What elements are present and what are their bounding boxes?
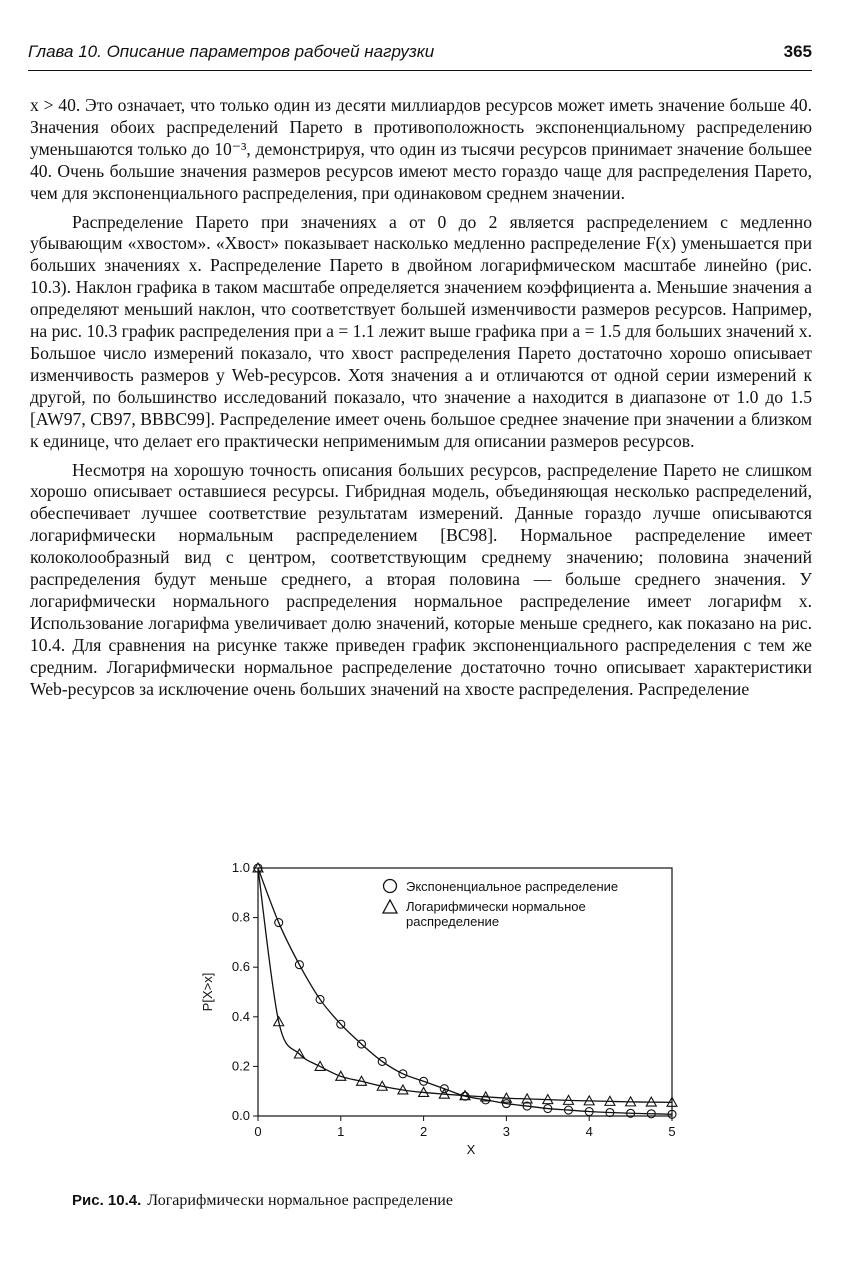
page-header <box>28 40 812 71</box>
y-tick-label: 0.6 <box>231 959 250 975</box>
y-tick-label: 0.0 <box>231 1108 250 1123</box>
paragraph: x > 40. Это означает, что только один из десяти миллиардов ресурсов может иметь значение больше 40. Значения обоих распределений Парето в противоположность экспоненциальному распределению уменьшаются только до 10⁻³, демонстрируя, что один из тысячи ресурсов принимает значение большее 40. Очень большие значения размеров ресурсов имеют место гораздо чаще для распределения Парето, чем для экспоненциального распределения, при одинаковом среднем значении. <box>30 95 812 203</box>
y-tick-label: 0.2 <box>231 1058 250 1074</box>
page-number: 365 <box>783 42 812 61</box>
legend-triangle-icon <box>383 900 397 913</box>
caption-label: Рис. 10.4. <box>72 1192 142 1209</box>
chapter-title: Глава 10. Описание параметров рабочей нагрузки <box>28 42 435 61</box>
distribution-chart <box>190 852 690 1162</box>
y-axis-label: P[X>x] <box>200 972 215 1012</box>
caption-text: Логарифмически нормальное распределение <box>147 1192 453 1209</box>
body-text <box>30 95 812 700</box>
x-tick-label: 5 <box>668 1124 676 1139</box>
x-tick-label: 1 <box>337 1124 345 1139</box>
y-tick-label: 1.0 <box>231 860 250 875</box>
paragraph: Несмотря на хорошую точность описания больших ресурсов, распределение Парето не слишком хорошо описывает оставшиеся ресурсы. Гибридная модель, объединяющая несколько распределений, обеспечивает лучшее соответствие результатам измерений. Данные гораздо лучше описываются логарифмически нормальным распределением [BC98]. Нормальное распределение имеет колоколообразный вид с центром, соответствующим среднему значению; половина значений распределения будут меньше среднего, а вторая половина — больше среднего значения. У логарифмически нормального распределения нормальное распределение имеет логарифм x. Использование логарифма увеличивает долю значений, которые меньше среднего, как показано на рис. 10.4. Для сравнения на рисунке также приведен график экспоненциального распределения с тем же средним. Логарифмически нормальное распределение достаточно точно описывает характеристики Web-ресурсов за исключение очень больших значений на хвосте распределения. Распределение <box>30 459 812 699</box>
legend-circle-icon <box>384 880 397 893</box>
x-tick-label: 2 <box>419 1124 428 1139</box>
x-axis-label: X <box>466 1142 476 1157</box>
y-tick-label: 0.8 <box>231 909 250 925</box>
legend-label-lognormal: Логарифмически нормальное распределение <box>406 899 586 929</box>
figure-10-4 <box>190 852 690 1162</box>
x-tick-label: 0 <box>254 1124 262 1139</box>
x-tick-label: 4 <box>585 1124 593 1139</box>
x-tick-label: 3 <box>502 1124 511 1139</box>
figure-caption <box>72 1192 453 1210</box>
legend-label-exponential: Экспоненциальное распределение <box>406 879 619 894</box>
paragraph: Распределение Парето при значениях a от 0 до 2 является распределением с медленно убывающим «хвостом». «Хвост» показывает насколько медленно распределение F(x) уменьшается при больших значениях x. Распределение Парето в двойном логарифмическом масштабе линейно (рис. 10.3). Наклон графика в таком масштабе определяется значением коэффициента a. Меньшие значения a определяют меньший наклон, что соответствует большей изменчивости размеров ресурсов. Например, на рис. 10.3 график распределения при a = 1.1 лежит выше графика при a = 1.5 для больших значений x. Большое число измерений показало, что хвост распределения Парето достаточно хорошо описывает изменчивость размеров у Web-ресурсов. Хотя значения a и отличаются от одной серии измерений к другой, по большинство исследований показало, что значение a находится в диапазоне от 1.0 до 1.5 [AW97, CB97, BBBC99]. Распределение имеет очень большое среднее значение при значении a близком к единице, что делает его практически неприменимым для описании размеров ресурсов. <box>30 211 812 451</box>
y-tick-label: 0.4 <box>231 1008 250 1024</box>
